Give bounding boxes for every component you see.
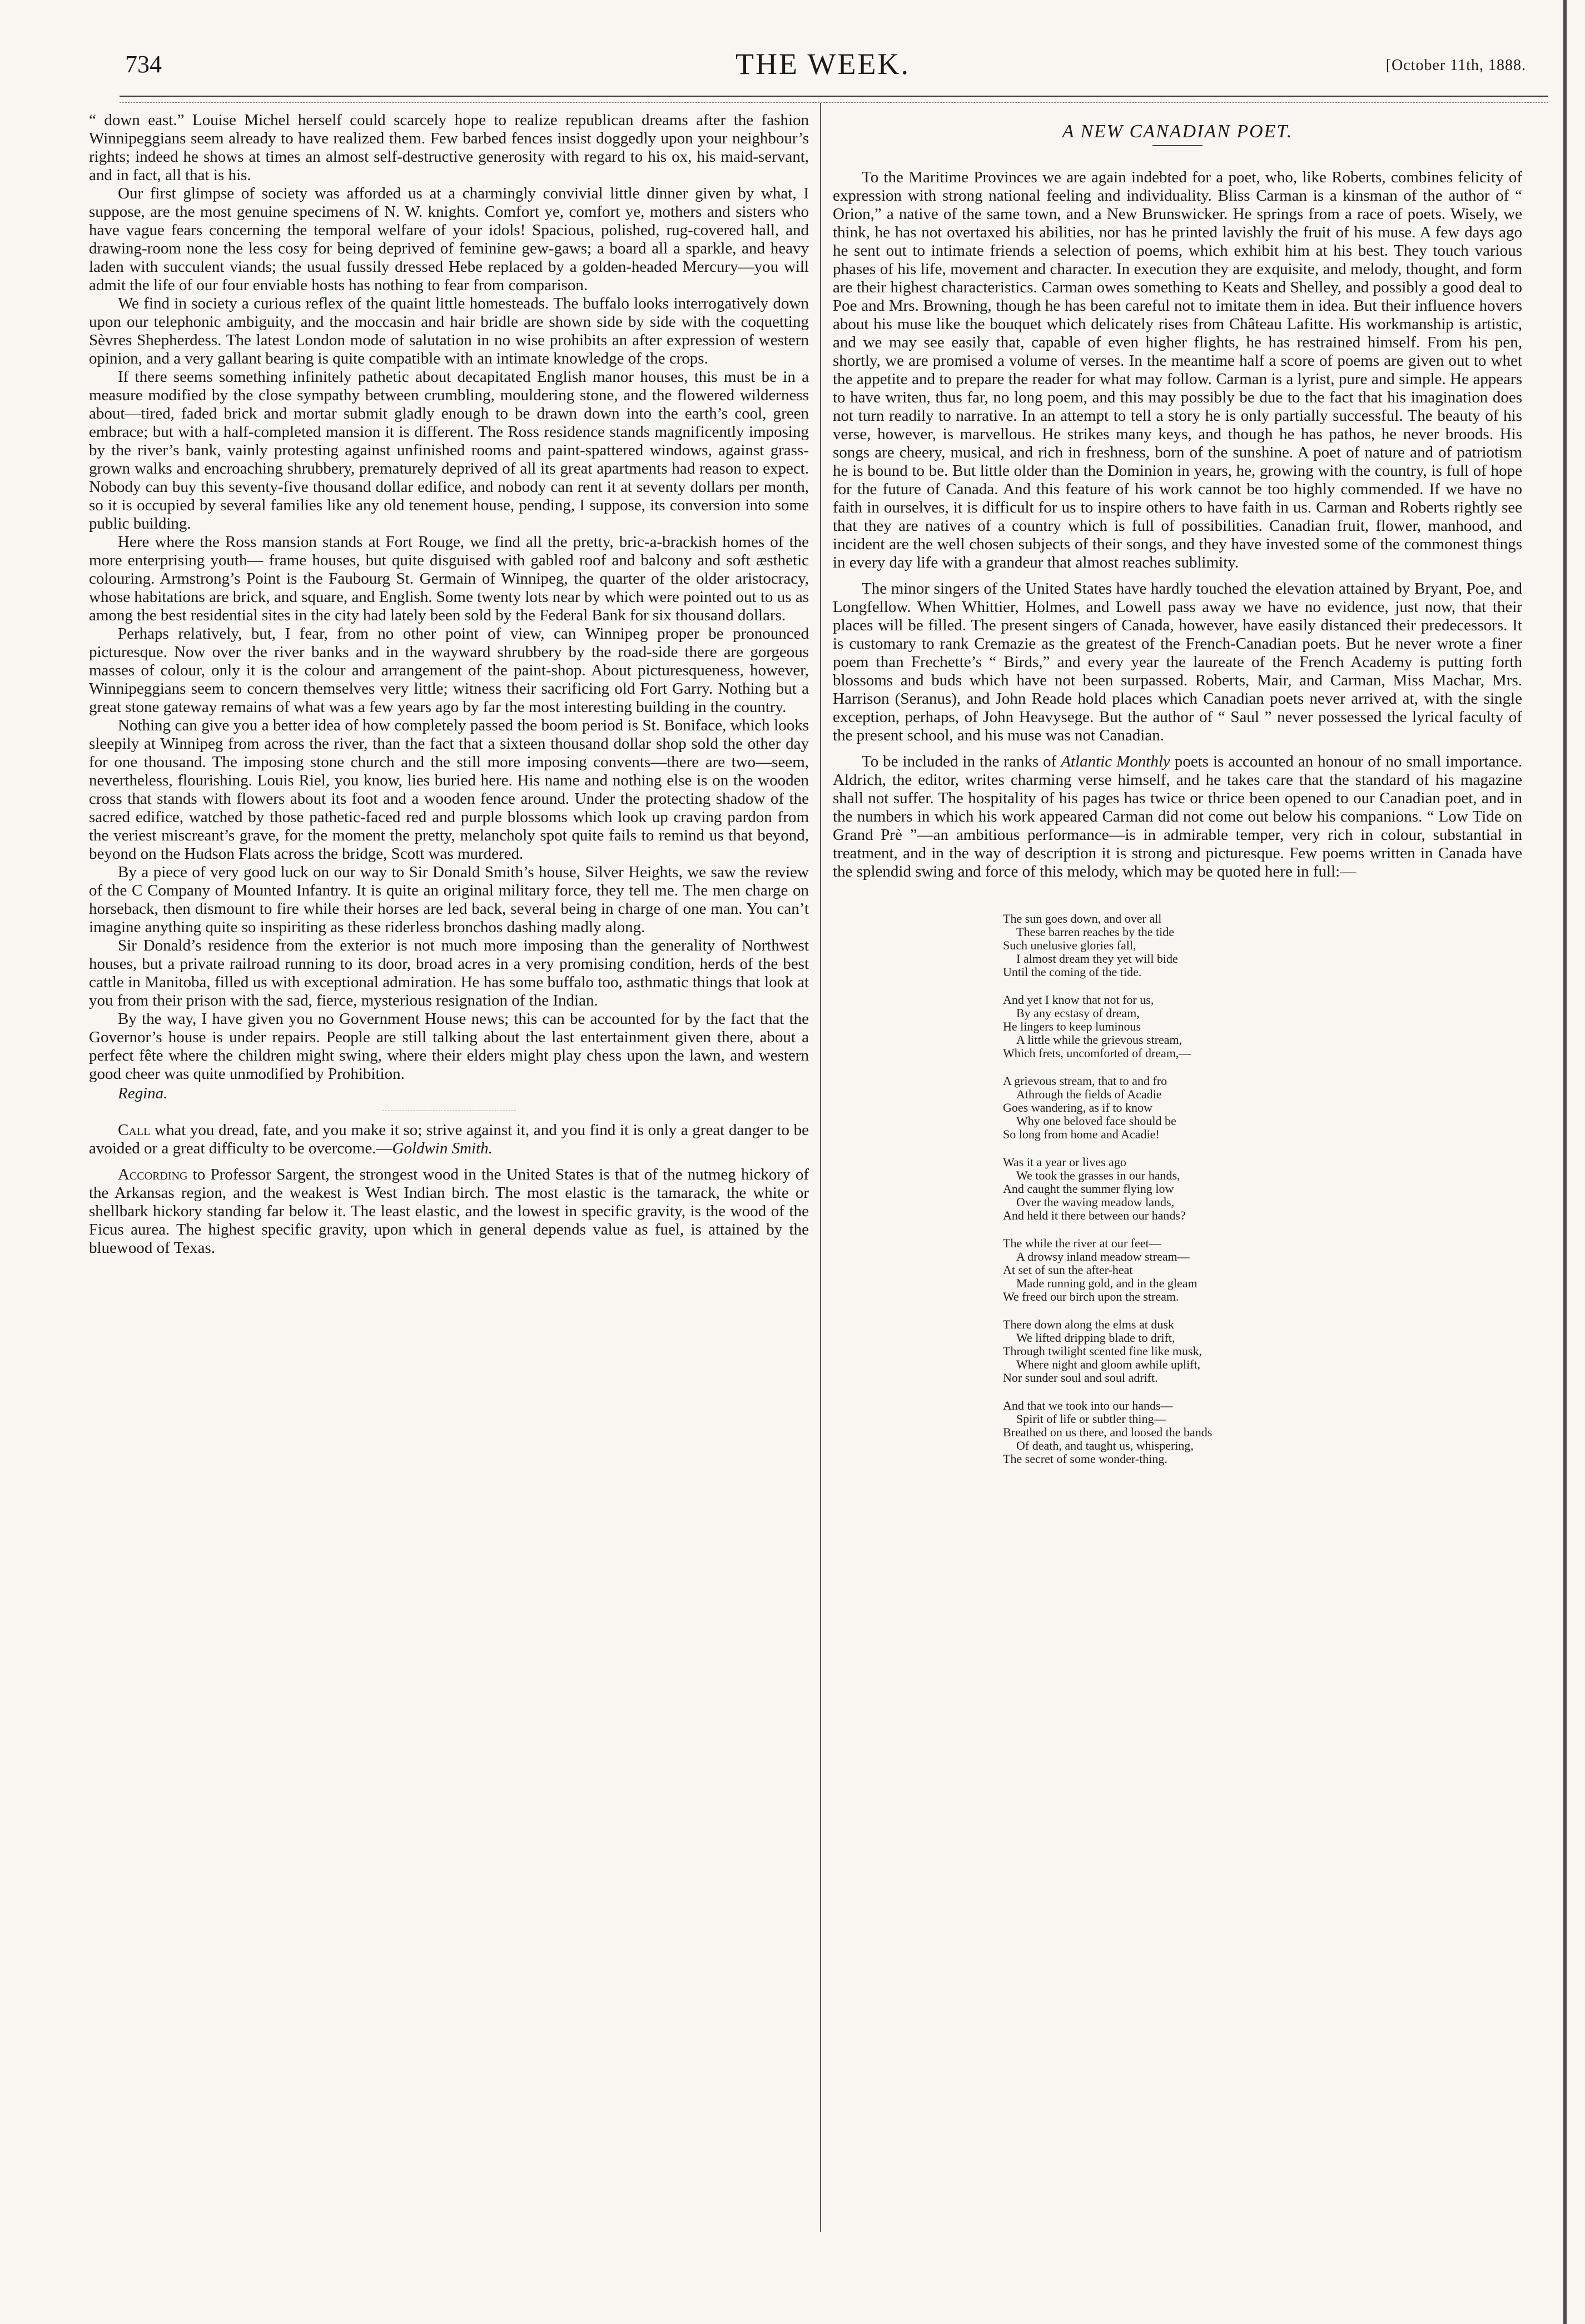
article-paragraph: “ down east.” Louise Michel herself could scarcely hope to realize republican dreams after the fashion Winnipeggians seem already to have realized them. Few barbed fences insist doggedly upon your neighbour’s rights; indeed he shows at times an almost self-destructive generosity with regard to his ox, his maid-servant, and in fact, all that is his. (89, 111, 809, 184)
poem-line: We freed our birch upon the stream. (1003, 1290, 1179, 1303)
poem-line: So long from home and Acadie! (1003, 1127, 1160, 1141)
poem-line: Such unelusive glories fall, (1003, 938, 1136, 952)
poem-line: By any ecstasy of dream, (1016, 1006, 1140, 1020)
brief-lead-word: Call (118, 1121, 151, 1139)
paragraph-text: To be included in the ranks of (862, 753, 1061, 770)
poem-stanza (1003, 1156, 1522, 1222)
poem-line: Nor sunder soul and soul adrift. (1003, 1371, 1158, 1385)
poem-line: We took the grasses in our hands, (1016, 1168, 1180, 1182)
article-paragraph: The minor singers of the United States have hardly touched the elevation attained by Bryant, Poe, and Longfellow. When Whittier, Holmes, and Lowell pass away we have no evidence, just now, that their places will be filled. The present singers of Canada, however, have easily distanced their predecessors. It is customary to rank Cremazie as the greatest of the French-Canadian poets. But he never wrote a finer poem than Frechette’s “ Birds,” and every year the laureate of the French Academy is putting forth blossoms and buds which have not been surpassed. Roberts, Mair, and Carman, Miss Machar, Mrs. Harrison (Seranus), and John Reade hold places which Canadian poets never arrived at, with the single exception, perhaps, of John Heavysege. But the author of “ Saul ” never possessed the lyrical faculty of the present school, and his muse was not Canadian. (833, 580, 1522, 744)
article-paragraph: To the Maritime Provinces we are again indebted for a poet, who, like Roberts, combines felicity of expression with strong national feeling and individuality. Bliss Carman is a kinsman of the author of “ Orion,” a native of the same town, and a New Brunswicker. He springs from a race of poets. Wisely, we think, he has not overtaxed his abilities, nor has he printed lavishly the fruit of his muse. A few days ago he sent out to intimate friends a selection of poems, which exhibit him at his best. They touch various phases of his life, movement and character. In execution they are exquisite, and melody, thought, and form are their highest characteristics. Carman owes something to Keats and Shelley, and possibly a good deal to Poe and Mrs. Browning, though he has been careful not to imitate them in idea. But their influence hovers about his muse like the bouquet which delicately rises from Château Lafitte. His workmanship is artistic, and we may see easily that, capable of even higher flights, he has restrained himself. From his pen, shortly, we are promised a volume of verses. In the meantime half a score of poems are given out to whet the appetite and to prepare the reader for what may follow. Carman is a lyrist, pure and simple. He appears to have writen, thus far, no long poem, and this may possibly be due to the fact that his imagination does not turn readily to narrative. In an attempt to tell a story he is only partially successful. The beauty of his verse, however, is marvellous. He strikes many keys, and though he has pathos, he never broods. His songs are cheery, musical, and rich in freshness, born of the sunshine. A poet of nature and of patriotism he is bound to be. But little older than the Dominion in years, he, growing with the country, is full of hope for the future of Canada. And this feature of his work cannot be too highly commended. If we have no faith in ourselves, it is difficult for us to inspire others to have faith in us. Carman and Roberts rightly see that they are natives of a country which is full of possibilities. Canadian fruit, flower, manhood, and incident are the well chosen subjects of their songs, and they have invested some of the commonest things in every day life with a grandeur that almost reaches sublimity. (833, 168, 1522, 571)
poem-line: Breathed on us there, and loosed the bands (1003, 1425, 1213, 1439)
right-column (833, 111, 1522, 1480)
article-paragraph: Perhaps relatively, but, I fear, from no other point of view, can Winnipeg proper be pronounced picturesque. Now over the river banks and in the wayward shrubbery by the road-side there are gorgeous masses of colour, only it is the colour and arrangement of the paint-shop. About picturesqueness, however, Winnipeggians seem to concern themselves very little; witness their sacrificing old Fort Garry. Nothing but a great stone gateway remains of what was a few years ago by far the most interesting building in the country. (89, 625, 809, 716)
poem-stanza (1003, 1318, 1522, 1385)
poem-line: Athrough the fields of Acadie (1016, 1087, 1162, 1101)
page-number: 734 (125, 51, 162, 78)
article-paragraph: Here where the Ross mansion stands at Fort Rouge, we find all the pretty, bric-a-brackish homes of the more enterprising youth— frame houses, but quite disguised with gabled roof and balcony and soft æsthetic colouring. Armstrong’s Point is the Faubourg St. Germain of Winnipeg, the quarter of the older aristocracy, whose habitations are brick, and square, and English. Some twenty lots near by which were pointed out to us as among the best residential sites in the city had lately been sold by the Federal Bank for six thousand dollars. (89, 533, 809, 624)
poem-line: Which frets, uncomforted of dream,— (1003, 1046, 1191, 1060)
poem-line: The sun goes down, and over all (1003, 912, 1162, 925)
issue-dateline: [October 11th, 1888. (1385, 57, 1526, 74)
brief-quote (89, 1121, 809, 1158)
poem-stanza (1003, 993, 1522, 1060)
page-edge-shadow (1563, 0, 1567, 2324)
poem-stanza (1003, 1074, 1522, 1141)
article-paragraph: Nothing can give you a better idea of how completely passed the boom period is St. Boniface, which looks sleepily at Winnipeg from across the river, than the fact that a sixteen thousand dollar shop sold the other day for one thousand. The imposing stone church and the still more imposing convents—there are two—seem, nevertheless, flourishing. Louis Riel, you know, lies buried here. His name and nothing else is on the wooden cross that stands with flowers about its foot and a wooden fence around. Under the protecting shadow of the sacred edifice, watched by those pathetic-faced red and purple blossoms which look up craving pardon from the veriest miscreant’s grave, for the moment the pretty, melancholy spot quite fails to remind us that beyond, beyond on the Hudson Flats across the bridge, Scott was murdered. (89, 716, 809, 863)
article-paragraph: By the way, I have given you no Government House news; this can be accounted for by the fact that the Governor’s house is under repairs. People are still talking about the last entertainment given there, about a perfect fête where the children might swing, where their elders might play chess upon the lawn, and western good cheer was quite unmodified by Prohibition. (89, 1010, 809, 1083)
masthead-title: THE WEEK. (736, 47, 910, 81)
poem-line: The while the river at our feet— (1003, 1236, 1161, 1250)
poem-line: The secret of some wonder-thing. (1003, 1452, 1167, 1466)
brief-text: what you dread, fate, and you make it so; strive against it, and you find it is only a great danger to be avoided or a great difficulty to be overcome.— (89, 1121, 809, 1157)
poem-line: Until the coming of the tide. (1003, 965, 1142, 979)
title-rule (1152, 145, 1203, 146)
poem-line: Why one beloved face should be (1016, 1114, 1176, 1128)
poem-line: I almost dream they yet will bide (1016, 952, 1178, 966)
poem-line: And that we took into our hands— (1003, 1399, 1173, 1412)
brief-lead-word: According (118, 1166, 188, 1183)
poem-stanza (1003, 1399, 1522, 1466)
poem-line: Of death, and taught us, whispering, (1016, 1439, 1194, 1452)
poem-line: A grievous stream, that to and fro (1003, 1074, 1167, 1088)
poem-line: There down along the elms at dusk (1003, 1317, 1174, 1331)
poem-line: At set of sun the after-heat (1003, 1263, 1133, 1277)
poem-line: Goes wandering, as if to know (1003, 1101, 1152, 1114)
poem-line: A little while the grievous stream, (1016, 1033, 1182, 1047)
poem-line: Through twilight scented fine like musk, (1003, 1344, 1203, 1358)
article-title: A NEW CANADIAN POET. (1062, 121, 1293, 142)
article-paragraph: We find in society a curious reflex of the quaint little homesteads. The buffalo looks interrogatively down upon our telephonic ambiguity, and the moccasin and hair bridle are shown side by side with the coquetting Sèvres Shepherdess. The latest London mode of salutation in no wise prohibits an after expression of western opinion, and a very gallant bearing is quite compatible with an intimate knowledge of the crops. (89, 295, 809, 367)
header-dashed-rule (120, 102, 1548, 103)
column-divider (820, 103, 821, 2232)
brief-note (89, 1166, 809, 1257)
poem-stanza (1003, 912, 1522, 979)
page-header (120, 39, 1526, 83)
poem-line: A drowsy inland meadow stream— (1016, 1250, 1190, 1263)
poem-line: And caught the summer flying low (1003, 1182, 1174, 1196)
poem-line: And yet I know that not for us, (1003, 993, 1154, 1007)
brief-text: to Professor Sargent, the strongest wood in the United States is that of the nutmeg hickory of the Arkansas region, and the weakest is West Indian birch. The most elastic is the tamarack, the white or shellbark hickory standing far below it. The least elastic, and the lowest in specific gravity, is the wood of the Ficus aurea. The highest specific gravity, upon which in general depends value as fuel, is attained by the bluewood of Texas. (89, 1166, 809, 1257)
poem-line: Spirit of life or subtler thing— (1016, 1412, 1166, 1426)
poem-stanza (1003, 1237, 1522, 1303)
poem-line: Over the waving meadow lands, (1016, 1195, 1175, 1209)
paragraph-text: poets is accounted an honour of no small importance. Aldrich, the editor, writes charming verse himself, and he takes care that the standard of his magazine shall not suffer. The hospitality of his pages has twice or thrice been opened to our Canadian poet, and in the numbers in which his work appeared Carman did not come out below his companions. “ Low Tide on Grand Prè ”—an ambitious performance—is in admirable temper, very rich in colour, substantial in treatment, and in the way of description it is strong and picturesque. Few poems written in Canada have the splendid swing and force of this melody, which may be quoted here in full:— (833, 753, 1522, 880)
poem-line: Was it a year or lives ago (1003, 1155, 1126, 1169)
poem-line: And held it there between our hands? (1003, 1208, 1186, 1222)
poem-line: Where night and gloom awhile uplift, (1016, 1357, 1201, 1371)
article-paragraph (833, 753, 1522, 881)
article-paragraph: If there seems something infinitely pathetic about decapitated English manor houses, this must be in a measure modified by the close sympathy between crumbling, mouldering stone, and the flowered wilderness about—tired, faded brick and mortar submit gladly enough to be drawn down into the earth’s cool, green embrace; but with a half-completed mansion it is different. The Ross residence stands magnificently imposing by the river’s bank, vainly protesting against unfinished rooms and paint-spattered windows, against grass-grown walks and encroaching shrubbery, prematurely deprived of all its great apartments had reason to expect. Nobody can buy this seventy-five thousand dollar edifice, and nobody can rent it at seventy dollars per month, so it is occupied by several families like any old tenement house, pending, I suppose, its conversion into some public building. (89, 368, 809, 533)
article-paragraph: Our first glimpse of society was afforded us at a charmingly convivial little dinner given by what, I suppose, are the most genuine specimens of N. W. knights. Comfort ye, comfort ye, mothers and sisters who have vague fears concerning the temporal welfare of your idols! Spacious, polished, rug-covered hall, and drawing-room none the less cosy for being deprived of feminine gew-gaws; a board all a sparkle, and heavy laden with succulent viands; the usual fussily dressed Hebe replaced by a golden-headed Mercury—you will admit the life of our four enviable hosts has nothing to fear from comparison. (89, 185, 809, 294)
header-rule (120, 96, 1548, 97)
article-paragraph: Sir Donald’s residence from the exterior is not much more imposing than the generality of Northwest houses, but a private railroad running to its door, broad acres in a very promising condition, herds of the best cattle in Manitoba, filled us with exceptional admiration. He has some buffalo too, asthmatic things that look at you from their prison with the sad, fierce, mysterious resignation of the Indian. (89, 937, 809, 1009)
poem-line: Made running gold, and in the gleam (1016, 1276, 1198, 1290)
author-signature: Regina. (118, 1084, 168, 1102)
poem-line: We lifted dripping blade to drift, (1016, 1331, 1175, 1345)
poem-line: These barren reaches by the tide (1016, 925, 1175, 939)
magazine-name: Atlantic Monthly (1061, 753, 1170, 770)
poem-low-tide (1003, 912, 1522, 1466)
quote-author: Goldwin Smith. (392, 1139, 493, 1157)
left-column (89, 111, 809, 1257)
article-paragraph: By a piece of very good luck on our way to Sir Donald Smith’s house, Silver Heights, we saw the review of the C Company of Mounted Infantry. It is quite an original military force, they tell me. The men charge on horseback, then dismount to fire while their horses are led back, several being in charge of one man. You can’t imagine anything quite so inspiriting as these riderless bronchos dashing madly along. (89, 863, 809, 936)
poem-line: He lingers to keep luminous (1003, 1019, 1141, 1033)
